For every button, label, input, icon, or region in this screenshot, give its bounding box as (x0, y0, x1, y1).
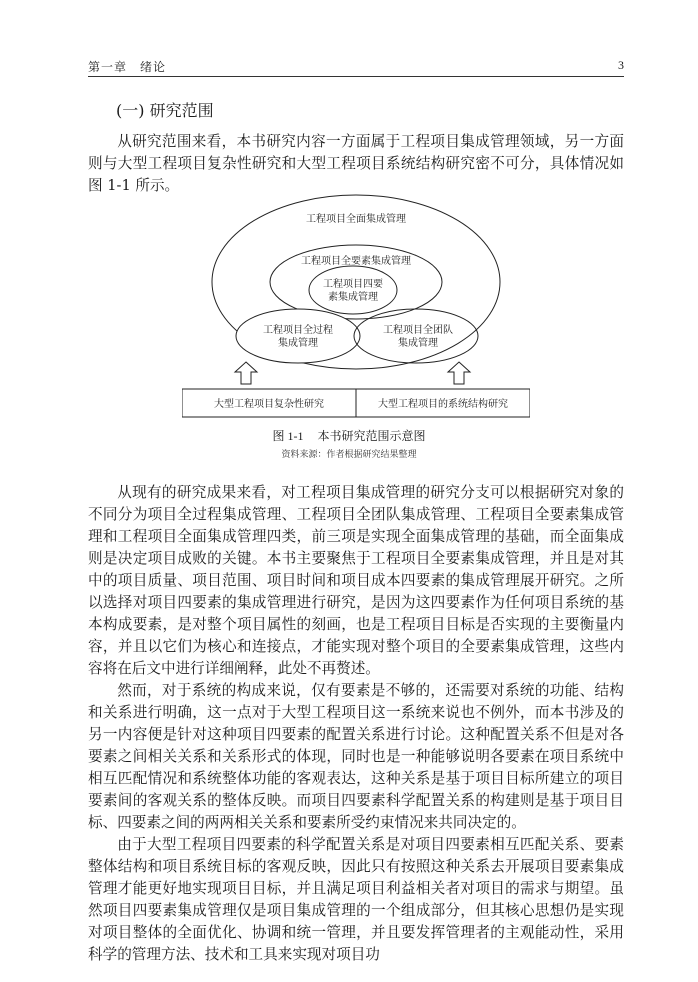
inner-ellipse-label-2: 素集成管理 (328, 292, 378, 303)
paragraph-3: 然而，对于系统的构成来说，仅有要素是不够的，还需要对系统的功能、结构和关系进行明确，这一点对于大型工程项目这一系统来说也不例外，而本书涉及的另一内容便是针对这种项目四要素的配置关系进行讨论。这种配置关系不但是对各要素之间相关关系和关系形式的体现，同时也是一种能够说明各要素在项目系统中相互匹配情况和系统整体功能的客观表达，这种关系是基于项目目标所建立的项目要素间的客观关系的整体反映。而项目四要素科学配置关系的构建则是基于项目目标、四要素之间的两两相关关系和要素所受约束情况来共同决定的。 (88, 682, 624, 831)
paragraph-1: 从研究范围来看，本书研究内容一方面属于工程项目集成管理领域，另一方面则与大型工程项目复杂性研究和大型工程项目系统结构研究密不可分，具体情况如图 1-1 所示。 (88, 133, 624, 194)
middle-ellipse-label: 工程项目全要素集成管理 (301, 256, 411, 267)
left-ellipse-label-2: 集成管理 (278, 338, 318, 349)
outer-ellipse-label: 工程项目全面集成管理 (306, 214, 406, 225)
section-heading: (一) 研究范围 (116, 101, 214, 120)
left-ellipse (236, 309, 360, 363)
right-box-label: 大型工程项目的系统结构研究 (378, 399, 508, 410)
inner-ellipse-label-1: 工程项目四要 (323, 279, 383, 290)
left-ellipse-label-1: 工程项目全过程 (263, 325, 333, 336)
right-up-arrow-icon (448, 362, 470, 384)
figure-caption (0, 427, 698, 444)
page-header (88, 56, 624, 77)
paragraph-2: 从现有的研究成果来看，对工程项目集成管理的研究分支可以根据研究对象的不同分为项目全过程集成管理、工程项目全团队集成管理、工程项目全要素集成管理和工程项目全面集成管理四类，前三项是实现全面集成管理的基础，而全面集成则是决定项目成败的关键。本书主要聚焦于工程项目全要素集成管理，并且是对其中的项目质量、项目范围、项目时间和项目成本四要素的集成管理展开研究。之所以选择对项目四要素的集成管理进行研究，是因为这四要素作为任何项目系统的基本构成要素，是对整个项目属性的刻画，也是工程项目目标是否实现的主要衡量内容，并且以它们为核心和连接点，才能实现对整个项目的全要素集成管理，这些内容将在后文中进行详细阐释，此处不再赘述。 (88, 484, 624, 677)
left-box-label: 大型工程项目复杂性研究 (214, 399, 324, 410)
inner-ellipse (309, 266, 397, 314)
page-number: 3 (618, 58, 624, 72)
chapter-title: 第一章 绪论 (88, 60, 167, 74)
figure-number: 图 1-1 (272, 429, 304, 443)
right-ellipse-label-1: 工程项目全团队 (383, 325, 453, 336)
left-up-arrow-icon (235, 362, 257, 384)
figure-source: 资料来源：作者根据研究结果整理 (281, 450, 417, 460)
research-scope-diagram (182, 194, 530, 424)
figure-1-1 (182, 194, 530, 424)
paragraph-4: 由于大型工程项目四要素的科学配置关系是对项目四要素相互匹配关系、要素整体结构和项目系统目标的客观反映，因此只有按照这种关系去开展项目要素集成管理才能更好地实现项目目标，并且满足项目利益相关者对项目的需求与期望。虽然项目四要素集成管理仅是项目集成管理的一个组成部分，但其核心思想仍是实现对项目整体的全面优化、协调和统一管理，并且要发挥管理者的主观能动性，采用科学的管理方法、技术和工具来实现对项目功 (88, 836, 624, 963)
right-ellipse-label-2: 集成管理 (398, 338, 438, 349)
figure-caption-text: 本书研究范围示意图 (317, 429, 426, 443)
right-ellipse (354, 309, 478, 363)
